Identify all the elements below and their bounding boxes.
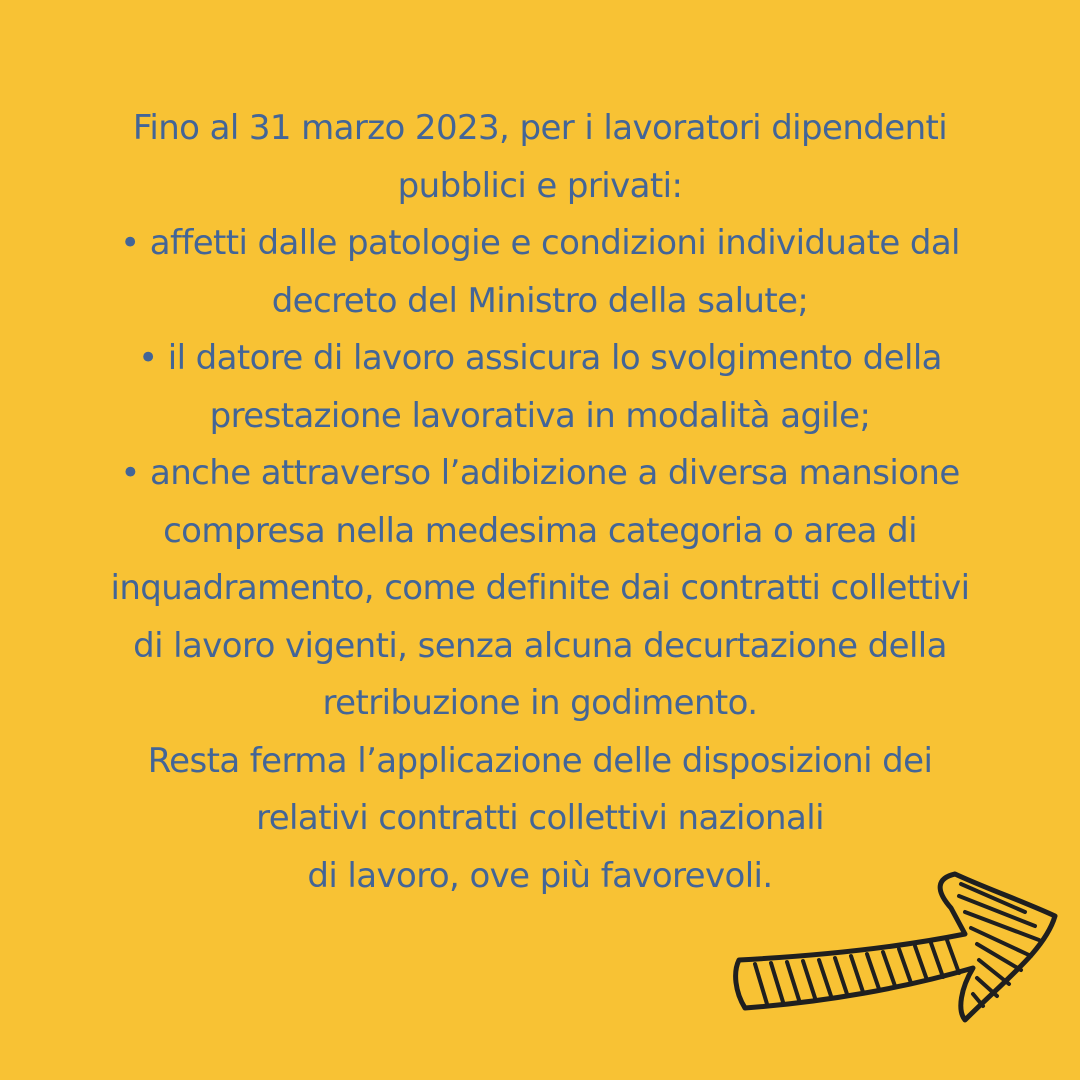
hand-drawn-arrow-icon [725,860,1070,1035]
post-text [0,100,1080,905]
text-line: compresa nella medesima categoria o area di [163,510,917,551]
text-line: • affetti dalle patologie e condizioni individuate dal [120,223,960,263]
text-line: Resta ferma l’applicazione delle disposizioni dei [147,740,933,781]
text-line: • anche attraverso l’adibizione a diversa mansione [120,453,960,493]
text-line: di lavoro vigenti, senza alcuna decurtazione della [133,625,947,666]
text-line: Fino al 31 marzo 2023, per i lavoratori dipendenti [132,108,948,148]
text-line: • il datore di lavoro assicura lo svolgimento della [138,338,942,378]
text-line: di lavoro, ove più favorevoli. [307,855,773,896]
text-line: relativi contratti collettivi nazionali [256,798,824,838]
text-line: pubblici e privati: [397,165,683,206]
text-line: decreto del Ministro della salute; [271,280,809,321]
text-line: retribuzione in godimento. [322,683,758,723]
text-line: inquadramento, come definite dai contratti collettivi [110,568,970,608]
text-line: prestazione lavorativa in modalità agile; [209,395,871,436]
